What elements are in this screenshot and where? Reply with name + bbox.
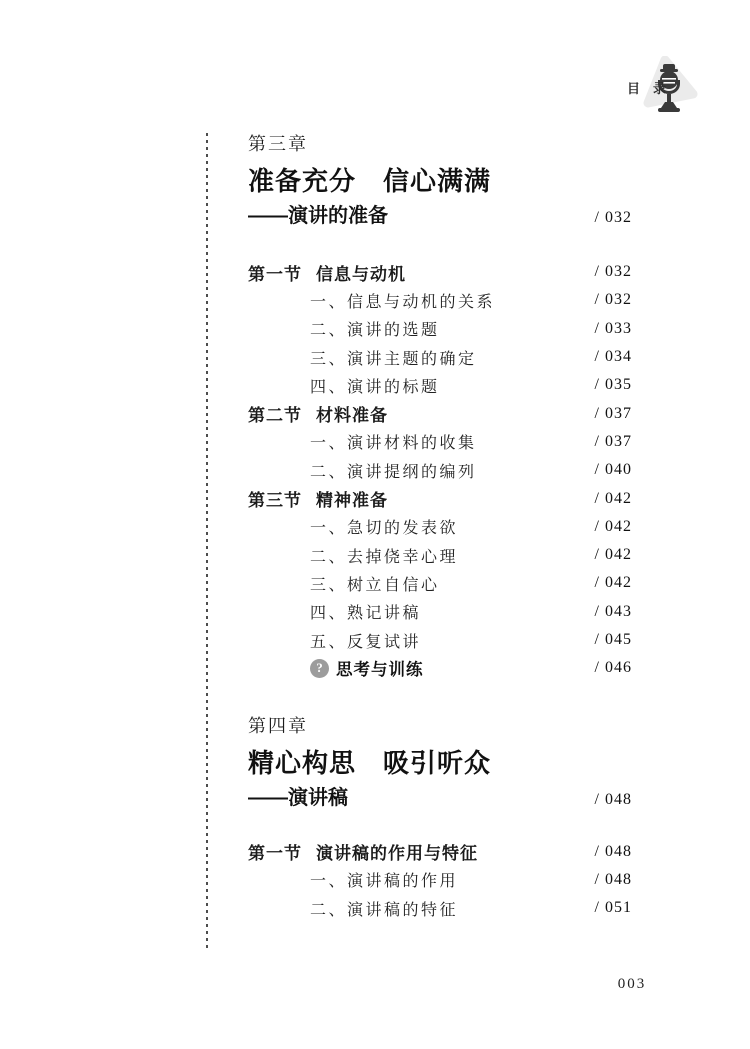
item-text: 二、演讲的选题 xyxy=(310,322,440,340)
page-number: / 048 xyxy=(594,870,632,888)
section-title: 精神准备 xyxy=(316,491,388,511)
toc-item-row xyxy=(248,456,632,484)
page-number: / 034 xyxy=(594,348,632,366)
dotted-divider-line xyxy=(206,133,208,950)
toc-item-row xyxy=(248,343,632,371)
section-row xyxy=(248,258,632,286)
section-label: 第一节 xyxy=(248,264,302,284)
page-number: / 037 xyxy=(594,432,632,450)
chapter-subtitle-row xyxy=(248,784,632,812)
toc-item-row xyxy=(248,569,632,597)
section-title: 材料准备 xyxy=(316,406,388,426)
chapter-sections xyxy=(248,837,632,922)
page-number: / 042 xyxy=(594,574,632,592)
item-text: 五、反复试讲 xyxy=(310,633,422,651)
section-title: 信息与动机 xyxy=(316,264,406,284)
folio-page-number: 003 xyxy=(617,976,647,992)
page-number: / 033 xyxy=(594,319,632,337)
toc-item-row xyxy=(248,541,632,569)
item-text: 三、演讲主题的确定 xyxy=(310,350,477,368)
item-text: 三、树立自信心 xyxy=(310,576,440,594)
toc-item-row xyxy=(248,894,632,922)
toc-item-row xyxy=(248,428,632,456)
page-number: / 032 xyxy=(594,209,632,226)
chapter-sections xyxy=(248,258,632,682)
item-text: 二、去掉侥幸心理 xyxy=(310,548,459,566)
item-text: 一、急切的发表欲 xyxy=(310,520,459,538)
exercise-label: 思考与训练 xyxy=(336,661,424,680)
page-number: / 046 xyxy=(594,659,632,677)
question-mark-icon: ? xyxy=(310,659,329,678)
toc-item-row xyxy=(248,371,632,399)
page-number: / 051 xyxy=(594,899,632,917)
section-label: 第三节 xyxy=(248,491,302,511)
chapter-number: 第四章 xyxy=(248,716,308,737)
page-number: / 032 xyxy=(594,263,632,281)
section-title: 演讲稿的作用与特征 xyxy=(316,844,478,864)
page-number: / 035 xyxy=(594,376,632,394)
toc-item-row xyxy=(248,513,632,541)
toc-item-row xyxy=(248,315,632,343)
page-number: / 045 xyxy=(594,631,632,648)
toc-corner-label: 目录 xyxy=(627,81,680,96)
chapter-title: 准备充分 信心满满 xyxy=(248,166,492,196)
item-text: 一、演讲稿的作用 xyxy=(310,873,459,891)
toc-item-row xyxy=(248,598,632,626)
toc-item-row xyxy=(248,286,632,314)
chapter-title: 精心构思 吸引听众 xyxy=(248,748,492,779)
exercise-row xyxy=(248,654,632,682)
chapter-number: 第三章 xyxy=(248,134,308,154)
item-text: 二、演讲稿的特征 xyxy=(310,901,459,919)
item-text: 四、熟记讲稿 xyxy=(310,605,422,623)
chapter-subtitle: ——演讲稿 xyxy=(248,787,348,810)
page-number: / 037 xyxy=(594,404,632,422)
table-of-contents xyxy=(248,132,632,922)
toc-item-row xyxy=(248,626,632,654)
page-number: / 042 xyxy=(594,517,632,535)
page-number: / 048 xyxy=(594,791,632,809)
item-text: 二、演讲提纲的编列 xyxy=(310,463,477,481)
item-text: 四、演讲的标题 xyxy=(310,378,440,396)
toc-item-row xyxy=(248,866,632,894)
chapter-subtitle: ——演讲的准备 xyxy=(248,205,388,227)
page-number: / 048 xyxy=(594,842,632,860)
section-label: 第一节 xyxy=(248,844,302,864)
chapter-block-3 xyxy=(248,132,632,682)
chapter-subtitle-row xyxy=(248,202,632,230)
section-label: 第二节 xyxy=(248,406,302,426)
page-number: / 042 xyxy=(594,546,632,564)
page-number: / 032 xyxy=(594,291,632,309)
item-text: 一、信息与动机的关系 xyxy=(310,293,496,311)
page-number: / 042 xyxy=(594,489,632,507)
page-number: / 043 xyxy=(594,602,632,620)
section-row xyxy=(248,484,632,512)
page-number: / 040 xyxy=(594,461,632,479)
corner-mark xyxy=(627,56,707,126)
chapter-block-4 xyxy=(248,714,632,922)
section-row xyxy=(248,837,632,865)
item-text: 一、演讲材料的收集 xyxy=(310,435,477,453)
section-row xyxy=(248,399,632,427)
